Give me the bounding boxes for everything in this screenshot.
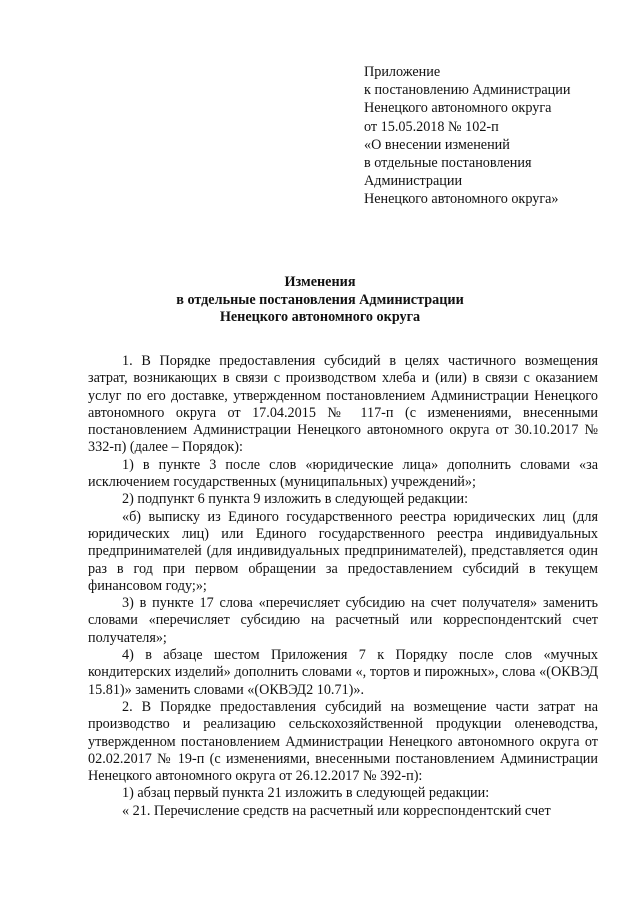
paragraph: 1) в пункте 3 после слов «юридические лица» дополнить словами «за исключением государственных (муниципальных) учреждений»; <box>88 456 598 491</box>
paragraph: 4) в абзаце шестом Приложения 7 к Порядку после слов «мучных кондитерских изделий» дополнить словами «, тортов и пирожных», слова «(ОКВЭД 15.81)» заменить словами «(ОКВЭД2 10.71)». <box>88 647 598 698</box>
appendix-line: в отдельные постановления <box>364 155 532 172</box>
paragraph: 3) в пункте 17 слова «перечисляет субсидию на счет получателя» заменить словами «перечисляет субсидию на расчетный или корреспондентский счет получателя»; <box>88 595 598 646</box>
paragraph: 1) абзац первый пункта 21 изложить в следующей редакции: <box>122 785 490 802</box>
appendix-line: от 15.05.2018 № 102-п <box>364 118 499 135</box>
title-line: Изменения <box>284 274 356 290</box>
appendix-line: к постановлению Администрации <box>364 82 571 99</box>
appendix-line: Ненецкого автономного округа <box>364 100 552 117</box>
document-body <box>88 353 598 820</box>
paragraph: 1. В Порядке предоставления субсидий в целях частичного возмещения затрат, возникающих в связи с производством хлеба и (или) в связи с оказанием услуг по его доставке, утвержденном постановлением Администрации Ненецкого автономного округа от 17.04.2015 № 117-п (с изменениями, внесенными постановлением Администрации Ненецкого автономного округа от 30.10.2017 № 332-п) (далее – Порядок): <box>88 353 598 456</box>
appendix-line: Ненецкого автономного округа» <box>364 191 559 208</box>
appendix-header <box>364 63 624 209</box>
title-line: Ненецкого автономного округа <box>219 309 421 325</box>
paragraph: «б) выписку из Единого государственного реестра юридических лиц (для юридических лиц) или Единого государственного реестра индивидуальных предпринимателей (для индивидуальных предпринимателей), представляется один раз в год при первом обращении за предоставлением субсидий в текущем финансовом году;»; <box>88 508 598 594</box>
paragraph: 2. В Порядке предоставления субсидий на возмещение части затрат на производство и реализацию сельскохозяйственной продукции оленеводства, утвержденном постановлением Администрации Ненецкого автономного округа от 02.02.2017 № 19-п (с изменениями, внесенными постановлением Администрации Ненецкого автономного округа от 26.12.2017 № 392-п): <box>88 698 598 785</box>
title-line: в отдельные постановления Администрации <box>176 291 464 308</box>
appendix-line: Приложение <box>364 64 441 80</box>
paragraph: 2) подпункт 6 пункта 9 изложить в следующей редакции: <box>122 491 469 508</box>
appendix-line: «О внесении изменений <box>364 136 510 153</box>
appendix-line: Администрации <box>364 173 463 190</box>
paragraph: « 21. Перечисление средств на расчетный или корреспондентский счет <box>122 802 551 819</box>
document-title <box>70 274 570 327</box>
